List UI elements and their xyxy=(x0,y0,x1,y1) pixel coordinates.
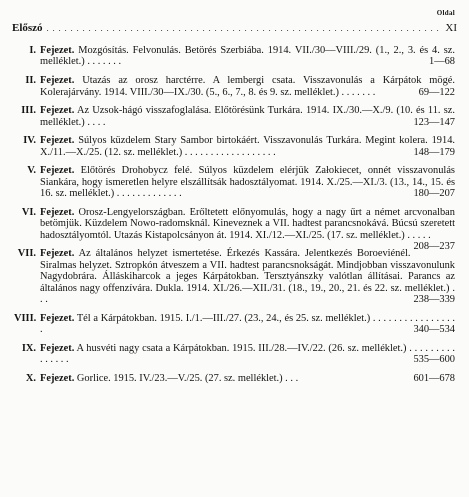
chapter-entry xyxy=(14,75,455,98)
chapter-pages: 208—237 xyxy=(413,241,455,253)
chapter-pages: 340—534 xyxy=(413,324,455,336)
chapter-text: Súlyos küzdelem Stary Sambor birtokáért. Visszavonulás Turkára. Megint kolera. 1914. X./11.—X./25. (12. sz. melléklet.) . . . . . . . . . . . . . . . . . . xyxy=(40,135,455,158)
chapter-text: Mozgósítás. Felvonulás. Betörés Szerbiába. 1914. VII./30—VIII./29. (1., 2., 3. és 4. sz. melléklet.) . . . . . . . xyxy=(40,45,455,68)
chapter-number: IV. xyxy=(23,135,36,147)
chapter-entry xyxy=(14,206,455,253)
chapter-number: VII. xyxy=(17,248,36,260)
chapter-text: Az általános helyzet ismertetése. Érkezés Kassára. Jelentkezés Boroeviénél. Siralmas helyzet. Sztropkón átveszem a VII. hadtest parancsnokságát. Mindjobban visszavonulunk Nagydobrára. Álláskiharcok a jeges Kárpátokban. Tersztyánszky valótlan állításai. Parancs az általános nagy offenzívára. Dukla. 1914. XI./26.—XII./31. (18., 19., 20., 21. és 22. sz. melléklet.) . . . xyxy=(40,248,455,306)
preface-title: Előszó xyxy=(12,22,43,34)
chapter-number: III. xyxy=(21,105,36,117)
chapter-pages: 1—68 xyxy=(429,56,455,68)
page-column-header: Oldal xyxy=(436,9,455,17)
chapter-number: II. xyxy=(25,75,36,87)
chapter-text: A husvéti nagy csata a Kárpátokban. 1915. III./28.—IV./22. (26. sz. melléklet.) . . . . . . . . . . . . . . . xyxy=(40,343,456,366)
chapter-list xyxy=(14,45,455,392)
chapter-pages: 180—207 xyxy=(413,188,455,200)
chapter-text: Utazás az orosz harctérre. A lembergi csata. Visszavonulás a Kárpátok mögé. Kolerajárvány. 1914. VIII./30—IX./30. (5., 6., 7., 8. és 9. sz. melléklet.) . . . . . . . xyxy=(40,75,455,98)
chapter-entry xyxy=(14,105,455,128)
chapter-text: Gorlice. 1915. IV./23.—V./25. (27. sz. melléklet.) . . . xyxy=(76,373,299,385)
chapter-label: Fejezet. xyxy=(40,45,75,56)
chapter-text: Tél a Kárpátokban. 1915. I./1.—III./27. (23., 24., és 25. sz. melléklet.) . . . . . . . . . . . . . . . . . xyxy=(40,312,455,336)
chapter-label: Fejezet. xyxy=(40,206,75,218)
chapter-label: Fejezet. xyxy=(40,165,75,177)
chapter-pages: 601—678 xyxy=(413,373,455,385)
chapter-text: Előtörés Drohobycz felé. Súlyos küzdelem elérjük Załokiecet, onnét visszavonulás Siankára, hogy ismeretlen helyre elszállítsák hadosztályomat. 1914. X./25.—XI./3. (13., 14., 15. és 16. sz. melléklet.) . . . . . . . . . . . . . xyxy=(40,165,455,200)
chapter-number: IX. xyxy=(21,343,36,355)
chapter-label: Fejezet. xyxy=(40,343,75,355)
chapter-label: Fejezet. xyxy=(40,248,75,260)
chapter-text: Orosz-Lengyelországban. Erőltetett előnyomulás, hogy a nagy űrt a német arcvonalban betömjük. Küzdelem Nowo-radomsknál. Kineveznek a VII. hadtest parancsnokává. Búcsú szeretett hadosztályomtól. Utazás Kistapolcsányon át. 1914. XI./12.—XI./25. (17. sz. melléklet.) . . . . . xyxy=(40,206,455,241)
chapter-number: V. xyxy=(27,165,36,177)
chapter-text: Az Uzsok-hágó visszafoglalása. Előtörésünk Turkára. 1914. IX./30.—X./9. (10. és 11. sz. melléklet.) . . . . xyxy=(40,105,455,128)
chapter-pages: 69—122 xyxy=(418,86,455,98)
chapter-pages: 123—147 xyxy=(413,116,455,128)
dot-leader xyxy=(47,22,442,35)
chapter-entry xyxy=(14,45,455,68)
chapter-label: Fejezet. xyxy=(40,135,75,147)
preface-page: XI xyxy=(445,22,457,34)
chapter-number: VIII. xyxy=(14,312,37,324)
chapter-entry xyxy=(14,313,455,336)
chapter-entry xyxy=(14,135,455,158)
chapter-label: Fejezet. xyxy=(40,373,75,385)
preface-entry xyxy=(12,22,457,35)
chapter-label: Fejezet. xyxy=(40,312,75,324)
chapter-label: Fejezet. xyxy=(40,105,75,117)
chapter-label: Fejezet. xyxy=(40,75,75,87)
chapter-number: X. xyxy=(25,373,36,385)
chapter-number: I. xyxy=(29,45,36,56)
chapter-entry xyxy=(14,165,455,199)
chapter-number: VI. xyxy=(21,206,36,218)
chapter-entry xyxy=(14,343,455,366)
chapter-pages: 238—339 xyxy=(413,294,455,306)
chapter-entry xyxy=(14,248,455,305)
chapter-pages: 535—600 xyxy=(413,354,455,366)
chapter-pages: 148—179 xyxy=(413,146,455,158)
chapter-entry xyxy=(14,373,455,384)
